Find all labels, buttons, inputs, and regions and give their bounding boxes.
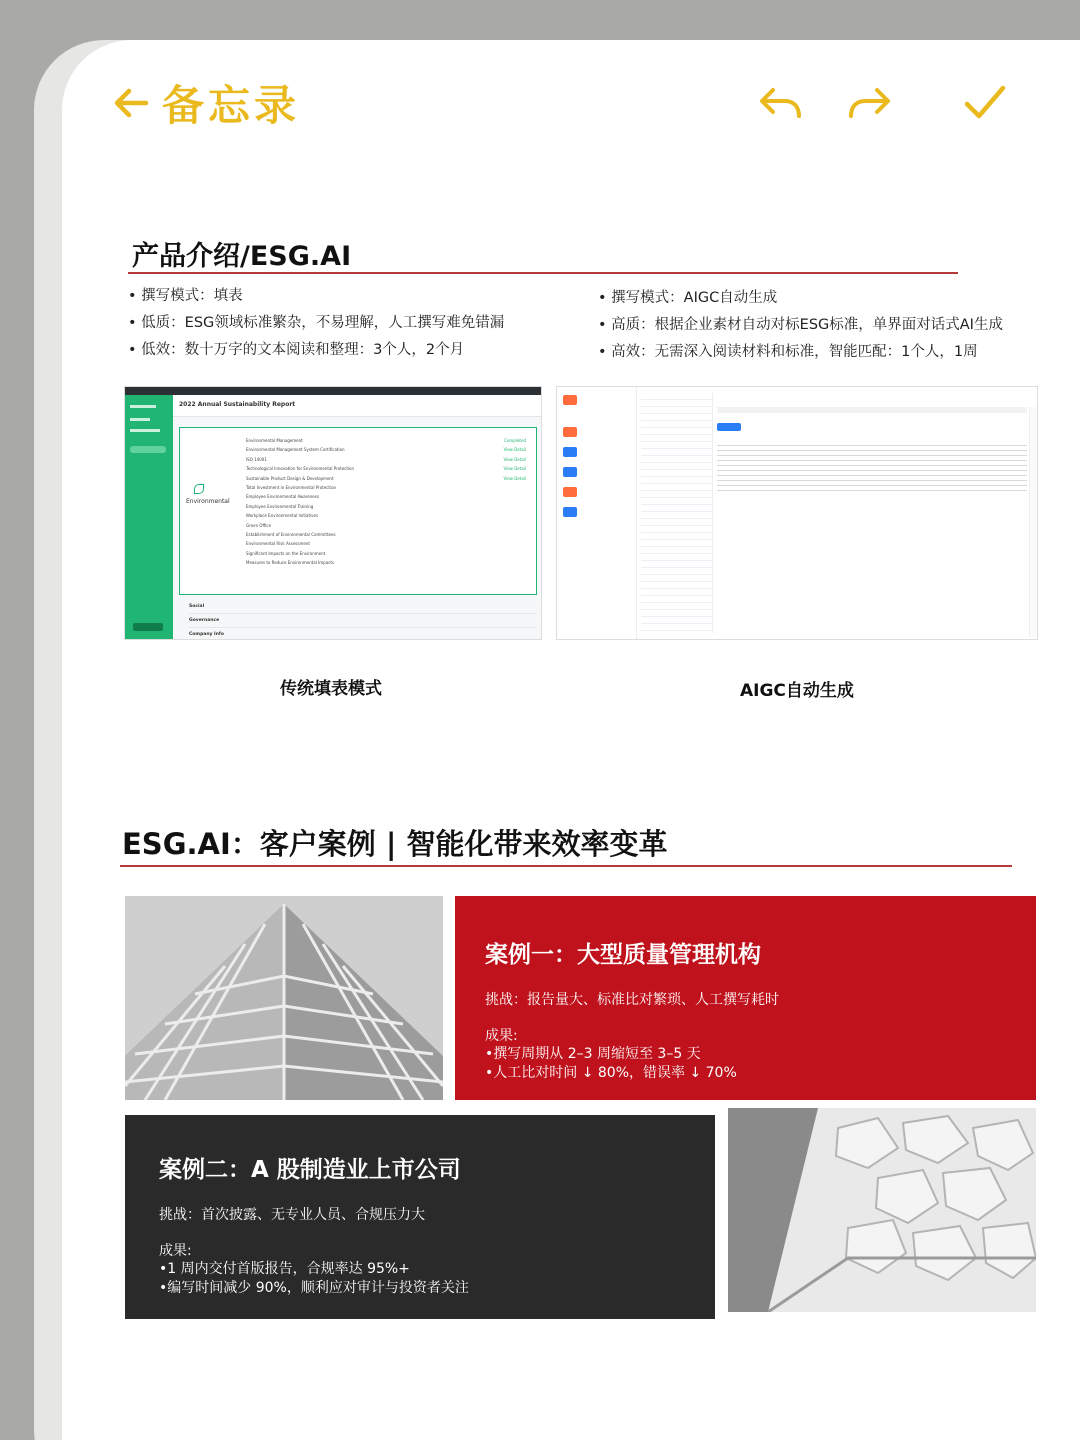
aigc-editor-screenshot: [556, 386, 1038, 640]
leaf-icon: [194, 484, 204, 494]
architecture-photo: [125, 896, 443, 1100]
table-row: Environmental Management System Certification View Detail: [246, 447, 526, 453]
list-item[interactable]: Governance: [189, 614, 537, 628]
result-item: •人工比对时间 ↓ 80%，错误率 ↓ 70%: [485, 1065, 737, 1081]
green-sidebar: [125, 395, 173, 640]
right-toolbar: [1029, 407, 1037, 637]
case-card-2: [125, 1115, 715, 1319]
result-item: •1 周内交付首版报告，合规率达 95%+: [159, 1261, 410, 1277]
traditional-form-screenshot: [124, 386, 542, 640]
table-row: Technological Innovation for Environmental Protection View Detail: [246, 466, 526, 472]
indicator-rows: [246, 436, 526, 568]
left-caption: 传统填表模式: [280, 679, 382, 699]
section-heading: ESG.AI：客户案例 | 智能化带来效率变革: [122, 827, 668, 861]
table-row: Environmental Risk Assessment: [246, 541, 310, 547]
bullet-item: • 高质：根据企业素材自动对标ESG标准，单界面对话式AI生成: [598, 317, 1003, 333]
case-title: 案例一：大型质量管理机构: [485, 942, 761, 968]
outline-tree: [641, 393, 713, 633]
case-challenge: 挑战：首次披露、无专业人员、合规压力大: [159, 1207, 425, 1223]
right-caption: AIGC自动生成: [740, 681, 854, 701]
bullet-item: • 高效：无需深入阅读材料和标准，智能匹配：1个人，1周: [598, 344, 978, 360]
table-row: Significant Impacts on the Environment: [246, 550, 326, 556]
result-label: 成果:: [485, 1028, 518, 1044]
bullet-item: • 低质：ESG领域标准繁杂，不易理解，人工撰写难免错漏: [128, 315, 505, 331]
result-label: 成果:: [159, 1243, 192, 1259]
result-item: •撰写周期从 2–3 周缩短至 3–5 天: [485, 1046, 701, 1062]
back-button[interactable]: [110, 78, 300, 128]
table-row: Sustainable Product Design & Development View Detail: [246, 475, 526, 481]
divider: [120, 865, 1012, 867]
table-row: ISO 14001 View Detail: [246, 456, 526, 462]
table-row: Employee Environmental Training: [246, 503, 314, 509]
case-title: 案例二：A 股制造业上市公司: [159, 1157, 461, 1183]
environmental-panel: [179, 427, 537, 595]
list-item[interactable]: Company Info: [189, 632, 224, 637]
table-row: Establishment of Environmental Committees: [246, 532, 336, 538]
checkmark-icon[interactable]: [960, 78, 1010, 128]
app-titlebar: [125, 387, 542, 395]
collapsed-sections: [179, 600, 537, 640]
editor-toolbar: [717, 407, 1027, 413]
bullet-item: • 低效：数十万字的文本阅读和整理：3个人，2个月: [128, 342, 465, 358]
top-bar: [110, 72, 1030, 132]
file-list-panel: [557, 387, 637, 640]
page-title: 备忘录: [162, 81, 301, 130]
table-row: Workplace Environmental Initiatives: [246, 513, 319, 519]
report-title: 2022 Annual Sustainability Report: [173, 395, 541, 417]
table-row: Measures to Reduce Environmental Impacts: [246, 560, 335, 566]
bullet-item: • 撰写模式：AIGC自动生成: [598, 290, 778, 306]
table-row: Green Office: [246, 522, 272, 528]
generated-text: [717, 441, 1027, 491]
case-card-1: [455, 896, 1036, 1100]
water-cube-photo: [728, 1108, 1036, 1312]
arrow-left-icon: [110, 82, 152, 124]
result-item: •编写时间减少 90%，顺利应对审计与投资者关注: [159, 1280, 469, 1296]
table-row: Total Investment in Environmental Protection: [246, 485, 337, 491]
table-row: Employee Environmental Awareness: [246, 494, 319, 500]
undo-icon[interactable]: [755, 78, 805, 128]
category-label: Environmental: [186, 498, 230, 505]
traditional-bullet-list: [128, 283, 504, 364]
redo-icon[interactable]: [845, 78, 895, 128]
generate-button[interactable]: [717, 423, 741, 431]
table-row: Environmental Management Completed: [246, 438, 526, 443]
case-challenge: 挑战：报告量大、标准比对繁琐、人工撰写耗时: [485, 992, 779, 1008]
aigc-bullet-list: [598, 285, 1003, 366]
list-item[interactable]: Social: [189, 600, 537, 614]
section-heading: 产品介绍/ESG.AI: [132, 241, 352, 272]
divider: [128, 272, 958, 274]
bullet-item: • 撰写模式：填表: [128, 288, 243, 304]
